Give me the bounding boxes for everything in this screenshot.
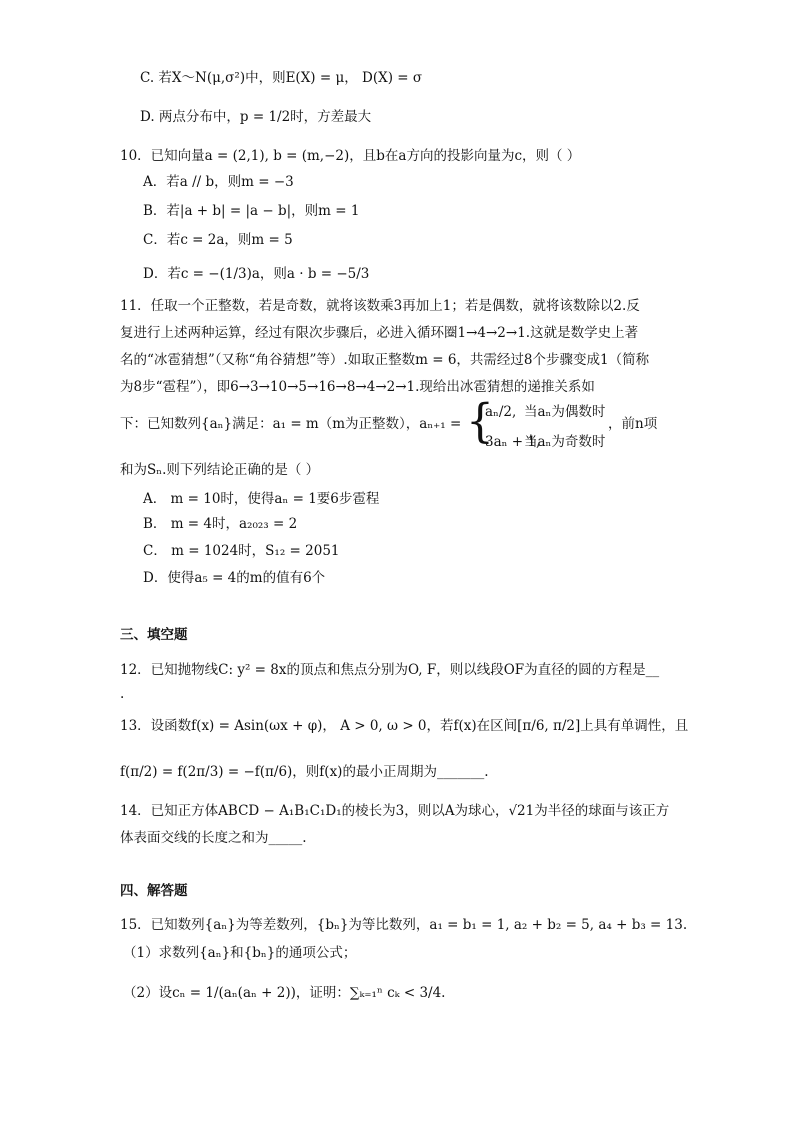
section-3-heading: 三、填空题 — [120, 627, 188, 643]
q13-line-1: 13．设函数f(x) = Asin(ωx + φ)， A > 0, ω > 0，若f(x)在区间[π/6, π/2]上具有单调性，且 — [120, 718, 689, 734]
q11-line-1: 11．任取一个正整数，若是奇数，就将该数乘3再加上1；若是偶数，就将该数除以2.反 — [120, 298, 640, 314]
case-2-condition: 当aₙ为奇数时 — [524, 434, 606, 450]
q11-line-5-right: ，前n项 — [608, 416, 658, 432]
q11-line-2: 复进行上述两种运算，经过有限次步骤后，必进入循环圈1→4→2→1.这就是数学史上著 — [120, 325, 639, 341]
q14-line-2: 体表面交线的长度之和为_____. — [120, 830, 307, 846]
q11-option-b: B． m = 4时，a₂₀₂₃ = 2 — [143, 516, 298, 532]
q13-line-2: f(π/2) = f(2π/3) = −f(π/6)，则f(x)的最小正周期为_______. — [120, 764, 489, 780]
case-2-expr: 3aₙ + 1, — [485, 434, 541, 450]
q14-line-1: 14．已知正方体ABCD − A₁B₁C₁D₁的棱长为3，则以A为球心，√21为半径的球面与该正方 — [120, 803, 670, 819]
piecewise-brace: { — [466, 394, 494, 449]
q11-line-3: 名的“冰雹猜想”（又称“角谷猜想”等）.如取正整数m = 6，共需经过8个步骤变成1（简称 — [120, 352, 650, 368]
q10-option-a: A．若a // b，则m = −3 — [143, 174, 294, 190]
q11-line-4: 为8步“雹程”），即6→3→10→5→16→8→4→2→1.现给出冰雹猜想的递推关系如 — [120, 379, 595, 395]
q10-option-b: B．若|a + b| = |a − b|，则m = 1 — [143, 203, 360, 219]
q11-option-a: A． m = 10时，使得aₙ = 1要6步雹程 — [143, 491, 380, 507]
q10-option-c: C．若c = 2a，则m = 5 — [143, 232, 293, 248]
q10-option-d: D．若c = −(1/3)a，则a · b = −5/3 — [143, 266, 370, 282]
q10-stem: 10．已知向量a = (2,1), b = (m,−2)，且b在a方向的投影向量为c，则（ ） — [120, 148, 581, 164]
section-4-heading: 四、解答题 — [120, 883, 188, 899]
q11-line-6: 和为Sₙ.则下列结论正确的是（ ） — [120, 462, 320, 478]
q9-option-d: D. 两点分布中，p = 1/2时，方差最大 — [140, 109, 372, 125]
q9-option-c: C. 若X～N(μ,σ²)中，则E(X) = μ， D(X) = σ — [140, 70, 423, 86]
q11-option-d: D．使得a₅ = 4的m的值有6个 — [143, 570, 326, 586]
q12-line-1: 12．已知抛物线C: y² = 8x的顶点和焦点分别为O, F，则以线段OF为直径的圆的方程是__ — [120, 662, 660, 678]
q11-option-c: C． m = 1024时，S₁₂ = 2051 — [143, 543, 340, 559]
q12-line-2: . — [120, 686, 125, 702]
q11-line-5-left: 下：已知数列{aₙ}满足：a₁ = m（m为正整数），aₙ₊₁ = — [120, 416, 462, 432]
q15-line-1: 15．已知数列{aₙ}为等差数列，{bₙ}为等比数列，a₁ = b₁ = 1, a₂ + b₂ = 5, a₄ + b₃ = 13. — [120, 917, 688, 933]
q15-part-1: （1）求数列{aₙ}和{bₙ}的通项公式； — [123, 945, 357, 961]
case-1-expr: aₙ/2, — [485, 404, 517, 420]
q15-part-2: （2）设cₙ = 1/(aₙ(aₙ + 2))，证明：∑ₖ₌₁ⁿ cₖ < 3/4. — [123, 985, 446, 1001]
case-1-condition: 当aₙ为偶数时 — [524, 404, 606, 420]
